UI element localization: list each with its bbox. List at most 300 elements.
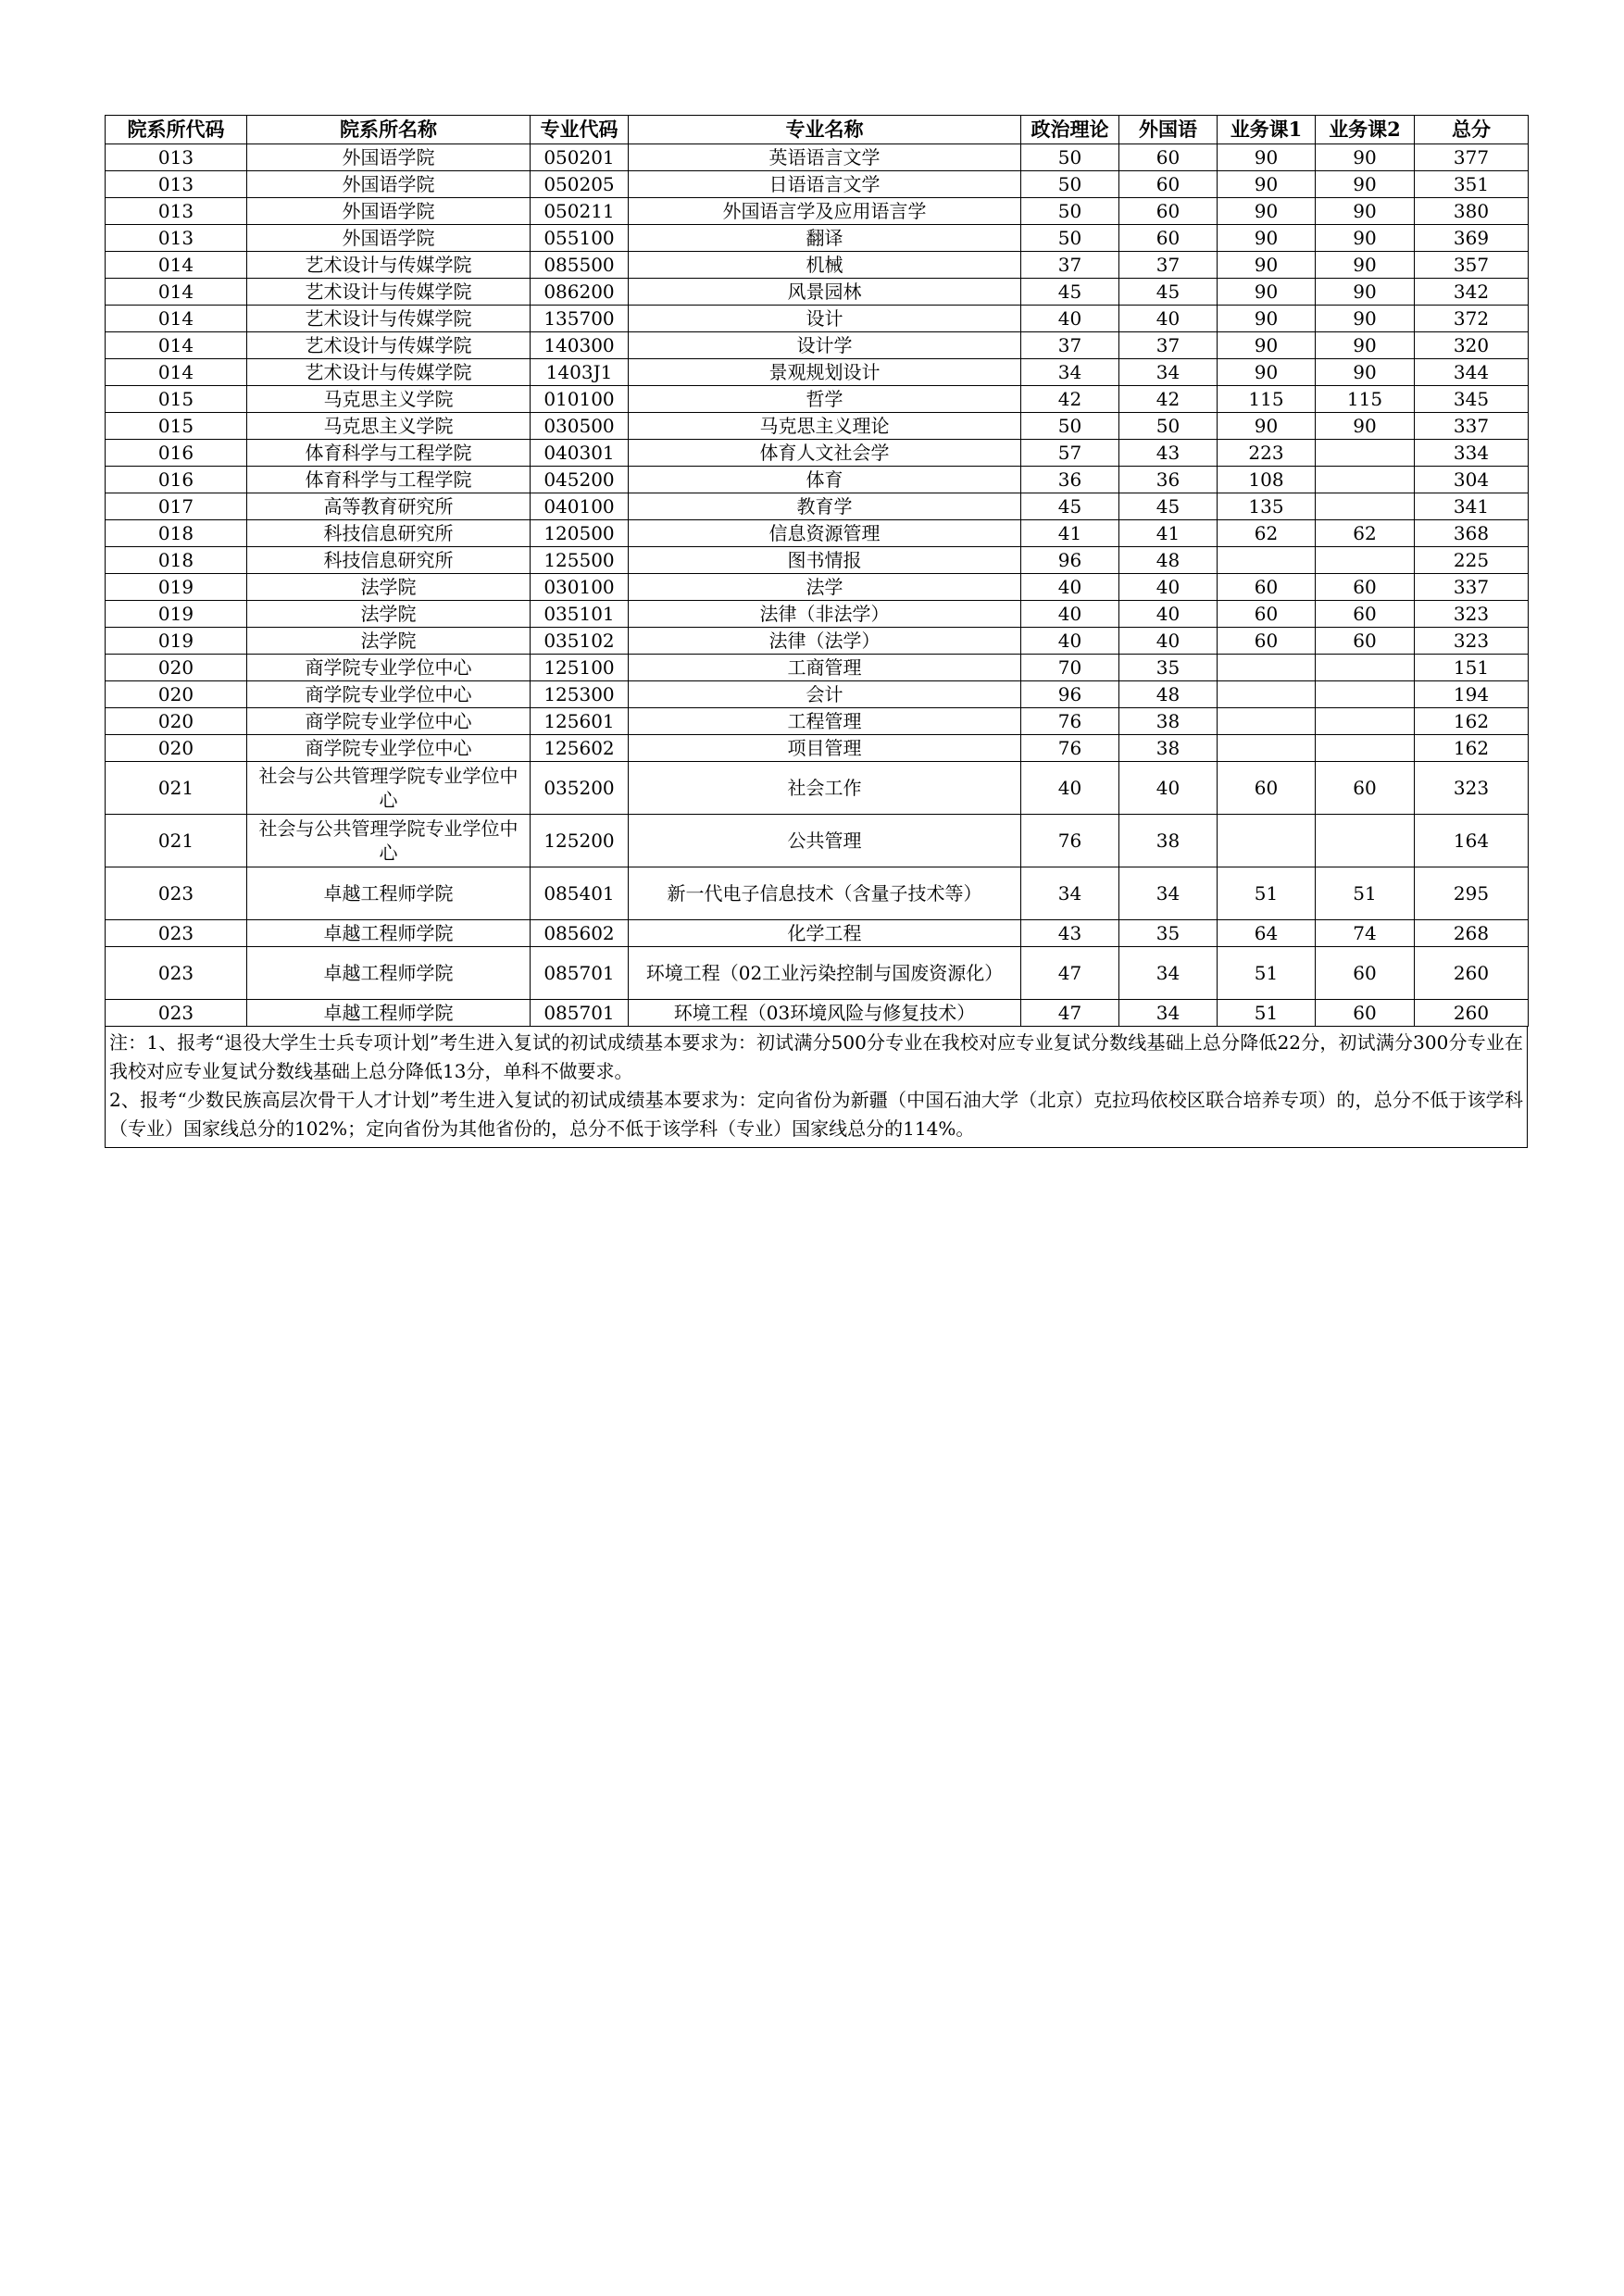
cell-total: 337 [1415, 574, 1529, 601]
cell-total: 151 [1415, 655, 1529, 681]
cell-foreign-language: 60 [1119, 198, 1218, 225]
cell-dept-code: 023 [106, 947, 247, 1000]
cell-major-name: 法律（非法学） [629, 601, 1021, 628]
cell-foreign-language: 35 [1119, 655, 1218, 681]
cell-major-name: 项目管理 [629, 735, 1021, 762]
cell-major-code: 035101 [531, 601, 629, 628]
cell-dept-code: 019 [106, 601, 247, 628]
cell-major-name: 环境工程（03环境风险与修复技术） [629, 1000, 1021, 1027]
cell-dept-code: 014 [106, 252, 247, 279]
cell-dept-name: 社会与公共管理学院专业学位中心 [247, 762, 531, 815]
cell-major-name: 法学 [629, 574, 1021, 601]
cell-course-1: 90 [1218, 144, 1316, 171]
cell-foreign-language: 45 [1119, 493, 1218, 520]
cell-major-name: 英语语言文学 [629, 144, 1021, 171]
cell-foreign-language: 60 [1119, 225, 1218, 252]
cell-course-2: 90 [1316, 279, 1415, 306]
cell-major-name: 日语语言文学 [629, 171, 1021, 198]
cell-dept-code: 015 [106, 413, 247, 440]
note-2: 2、报考“少数民族高层次骨干人才计划”考生进入复试的初试成绩基本要求为：定向省份为新疆（中国石油大学（北京）克拉玛依校区联合培养专项）的，总分不低于该学科（专业）国家线总分的102%；定向省份为其他省份的，总分不低于该学科（专业）国家线总分的114%。 [109, 1089, 1523, 1140]
cell-total: 162 [1415, 708, 1529, 735]
cell-course-1 [1218, 708, 1316, 735]
cell-foreign-language: 37 [1119, 332, 1218, 359]
table-row [106, 467, 1529, 493]
cell-course-2: 60 [1316, 628, 1415, 655]
cell-total: 342 [1415, 279, 1529, 306]
cell-total: 351 [1415, 171, 1529, 198]
cell-major-code: 125300 [531, 681, 629, 708]
cell-politics: 45 [1021, 493, 1119, 520]
cell-politics: 76 [1021, 735, 1119, 762]
cell-major-code: 085602 [531, 920, 629, 947]
col-header-foreign-language: 外国语 [1119, 116, 1218, 144]
cell-total: 323 [1415, 601, 1529, 628]
cell-major-code: 085500 [531, 252, 629, 279]
col-header-major-name: 专业名称 [629, 116, 1021, 144]
cell-politics: 40 [1021, 306, 1119, 332]
cell-foreign-language: 43 [1119, 440, 1218, 467]
cell-politics: 37 [1021, 252, 1119, 279]
cell-foreign-language: 38 [1119, 735, 1218, 762]
cell-politics: 41 [1021, 520, 1119, 547]
cell-course-1 [1218, 547, 1316, 574]
cell-politics: 47 [1021, 1000, 1119, 1027]
cell-dept-code: 013 [106, 198, 247, 225]
table-row [106, 198, 1529, 225]
cell-major-name: 马克思主义理论 [629, 413, 1021, 440]
cell-course-1: 90 [1218, 198, 1316, 225]
cell-dept-name: 高等教育研究所 [247, 493, 531, 520]
cell-politics: 36 [1021, 467, 1119, 493]
cell-course-1: 51 [1218, 1000, 1316, 1027]
table-row [106, 735, 1529, 762]
cell-foreign-language: 45 [1119, 279, 1218, 306]
cell-course-1 [1218, 681, 1316, 708]
cell-politics: 40 [1021, 574, 1119, 601]
cell-course-2: 62 [1316, 520, 1415, 547]
table-row [106, 413, 1529, 440]
cell-major-code: 135700 [531, 306, 629, 332]
cell-course-1: 90 [1218, 252, 1316, 279]
cell-major-code: 085701 [531, 1000, 629, 1027]
cell-foreign-language: 42 [1119, 386, 1218, 413]
table-row [106, 252, 1529, 279]
cell-dept-name: 艺术设计与传媒学院 [247, 332, 531, 359]
cell-dept-code: 019 [106, 628, 247, 655]
cell-dept-name: 艺术设计与传媒学院 [247, 279, 531, 306]
cell-course-2: 51 [1316, 867, 1415, 920]
cell-major-name: 风景园林 [629, 279, 1021, 306]
cell-major-name: 教育学 [629, 493, 1021, 520]
cell-dept-name: 卓越工程师学院 [247, 1000, 531, 1027]
cell-dept-name: 商学院专业学位中心 [247, 708, 531, 735]
cell-course-2 [1316, 440, 1415, 467]
cell-politics: 50 [1021, 144, 1119, 171]
cell-total: 162 [1415, 735, 1529, 762]
cell-dept-code: 014 [106, 306, 247, 332]
cell-dept-name: 马克思主义学院 [247, 386, 531, 413]
cell-course-1: 223 [1218, 440, 1316, 467]
cell-foreign-language: 34 [1119, 359, 1218, 386]
cell-course-1: 60 [1218, 762, 1316, 815]
cell-course-2 [1316, 655, 1415, 681]
cell-major-code: 010100 [531, 386, 629, 413]
cell-total: 377 [1415, 144, 1529, 171]
cell-dept-name: 法学院 [247, 601, 531, 628]
cell-dept-code: 020 [106, 655, 247, 681]
table-row [106, 867, 1529, 920]
cell-politics: 37 [1021, 332, 1119, 359]
cell-dept-name: 商学院专业学位中心 [247, 655, 531, 681]
cell-major-code: 085701 [531, 947, 629, 1000]
cell-politics: 50 [1021, 198, 1119, 225]
cell-total: 323 [1415, 628, 1529, 655]
cell-politics: 40 [1021, 601, 1119, 628]
cell-dept-code: 023 [106, 1000, 247, 1027]
cell-course-2: 60 [1316, 601, 1415, 628]
cell-major-code: 085401 [531, 867, 629, 920]
score-table-body [106, 144, 1529, 1027]
cell-total: 357 [1415, 252, 1529, 279]
cell-politics: 50 [1021, 171, 1119, 198]
table-row [106, 815, 1529, 867]
col-header-major-code: 专业代码 [531, 116, 629, 144]
cell-foreign-language: 48 [1119, 681, 1218, 708]
cell-course-2: 90 [1316, 225, 1415, 252]
cell-dept-code: 013 [106, 144, 247, 171]
cell-course-2 [1316, 815, 1415, 867]
table-row [106, 574, 1529, 601]
cell-course-1: 90 [1218, 279, 1316, 306]
table-row [106, 655, 1529, 681]
cell-dept-name: 法学院 [247, 628, 531, 655]
cell-course-1 [1218, 655, 1316, 681]
cell-foreign-language: 60 [1119, 171, 1218, 198]
cell-course-2: 90 [1316, 144, 1415, 171]
cell-dept-code: 020 [106, 681, 247, 708]
cell-dept-name: 法学院 [247, 574, 531, 601]
cell-major-code: 045200 [531, 467, 629, 493]
cell-course-2 [1316, 681, 1415, 708]
cell-major-code: 120500 [531, 520, 629, 547]
cell-course-2: 60 [1316, 574, 1415, 601]
cell-major-name: 新一代电子信息技术（含量子技术等） [629, 867, 1021, 920]
cell-major-name: 工商管理 [629, 655, 1021, 681]
cell-course-1: 90 [1218, 225, 1316, 252]
cell-foreign-language: 40 [1119, 306, 1218, 332]
cell-foreign-language: 40 [1119, 574, 1218, 601]
cell-course-2: 60 [1316, 1000, 1415, 1027]
table-row [106, 762, 1529, 815]
cell-major-code: 030100 [531, 574, 629, 601]
cell-course-1: 108 [1218, 467, 1316, 493]
cell-dept-name: 卓越工程师学院 [247, 947, 531, 1000]
cell-course-2: 90 [1316, 198, 1415, 225]
cell-major-code: 125100 [531, 655, 629, 681]
cell-course-2 [1316, 708, 1415, 735]
cell-total: 372 [1415, 306, 1529, 332]
cell-course-1: 51 [1218, 947, 1316, 1000]
cell-dept-code: 021 [106, 815, 247, 867]
cell-total: 341 [1415, 493, 1529, 520]
cell-major-name: 法律（法学） [629, 628, 1021, 655]
cell-course-1: 90 [1218, 171, 1316, 198]
cell-total: 320 [1415, 332, 1529, 359]
cell-dept-name: 艺术设计与传媒学院 [247, 359, 531, 386]
cell-politics: 47 [1021, 947, 1119, 1000]
cell-foreign-language: 35 [1119, 920, 1218, 947]
cell-politics: 40 [1021, 762, 1119, 815]
cell-foreign-language: 34 [1119, 1000, 1218, 1027]
cell-dept-code: 021 [106, 762, 247, 815]
cell-course-2: 90 [1316, 252, 1415, 279]
note-1: 注：1、报考“退役大学生士兵专项计划”考生进入复试的初试成绩基本要求为：初试满分500分专业在我校对应专业复试分数线基础上总分降低22分，初试满分300分专业在我校对应专业复试分数线基础上总分降低13分，单科不做要求。 [109, 1031, 1523, 1082]
cell-dept-code: 014 [106, 279, 247, 306]
cell-dept-name: 社会与公共管理学院专业学位中心 [247, 815, 531, 867]
cell-dept-name: 外国语学院 [247, 225, 531, 252]
cell-dept-code: 013 [106, 171, 247, 198]
cell-major-code: 040301 [531, 440, 629, 467]
table-row [106, 225, 1529, 252]
cell-total: 344 [1415, 359, 1529, 386]
cell-politics: 34 [1021, 359, 1119, 386]
cell-dept-name: 卓越工程师学院 [247, 867, 531, 920]
table-row [106, 386, 1529, 413]
cell-total: 194 [1415, 681, 1529, 708]
table-row [106, 493, 1529, 520]
cell-total: 164 [1415, 815, 1529, 867]
cell-major-name: 机械 [629, 252, 1021, 279]
table-row [106, 628, 1529, 655]
table-row [106, 547, 1529, 574]
table-row [106, 359, 1529, 386]
cell-course-2: 115 [1316, 386, 1415, 413]
cell-course-1: 90 [1218, 332, 1316, 359]
cell-major-name: 翻译 [629, 225, 1021, 252]
table-row [106, 920, 1529, 947]
table-row [106, 279, 1529, 306]
cell-total: 345 [1415, 386, 1529, 413]
cell-course-2: 60 [1316, 762, 1415, 815]
cell-dept-name: 科技信息研究所 [247, 520, 531, 547]
cell-total: 225 [1415, 547, 1529, 574]
col-header-dept-code: 院系所代码 [106, 116, 247, 144]
cell-major-name: 体育人文社会学 [629, 440, 1021, 467]
cell-course-1: 62 [1218, 520, 1316, 547]
cell-course-1 [1218, 735, 1316, 762]
table-row [106, 144, 1529, 171]
cell-politics: 40 [1021, 628, 1119, 655]
cell-major-name: 公共管理 [629, 815, 1021, 867]
cell-course-2: 90 [1316, 306, 1415, 332]
cell-total: 368 [1415, 520, 1529, 547]
cell-foreign-language: 38 [1119, 708, 1218, 735]
cell-total: 369 [1415, 225, 1529, 252]
cell-course-2: 90 [1316, 171, 1415, 198]
cell-major-code: 050205 [531, 171, 629, 198]
cell-course-2: 60 [1316, 947, 1415, 1000]
cell-course-2: 90 [1316, 332, 1415, 359]
cell-dept-name: 商学院专业学位中心 [247, 735, 531, 762]
cell-course-1: 60 [1218, 628, 1316, 655]
cell-major-name: 体育 [629, 467, 1021, 493]
cell-course-1: 90 [1218, 359, 1316, 386]
cell-politics: 42 [1021, 386, 1119, 413]
cell-major-code: 035102 [531, 628, 629, 655]
cell-major-name: 设计 [629, 306, 1021, 332]
cell-politics: 76 [1021, 815, 1119, 867]
col-header-course-2: 业务课2 [1316, 116, 1415, 144]
cell-dept-code: 023 [106, 920, 247, 947]
cell-dept-code: 020 [106, 708, 247, 735]
cell-dept-code: 014 [106, 359, 247, 386]
cell-foreign-language: 34 [1119, 867, 1218, 920]
cell-major-code: 1403J1 [531, 359, 629, 386]
col-header-politics: 政治理论 [1021, 116, 1119, 144]
score-table [105, 115, 1529, 1027]
table-row [106, 520, 1529, 547]
cell-major-code: 125602 [531, 735, 629, 762]
cell-total: 268 [1415, 920, 1529, 947]
col-header-dept-name: 院系所名称 [247, 116, 531, 144]
cell-total: 304 [1415, 467, 1529, 493]
cell-course-2: 90 [1316, 413, 1415, 440]
cell-major-code: 086200 [531, 279, 629, 306]
cell-total: 337 [1415, 413, 1529, 440]
cell-course-1: 51 [1218, 867, 1316, 920]
cell-politics: 50 [1021, 225, 1119, 252]
cell-dept-name: 外国语学院 [247, 198, 531, 225]
cell-dept-name: 外国语学院 [247, 171, 531, 198]
cell-total: 323 [1415, 762, 1529, 815]
cell-major-name: 化学工程 [629, 920, 1021, 947]
cell-major-name: 设计学 [629, 332, 1021, 359]
cell-course-2 [1316, 467, 1415, 493]
cell-foreign-language: 40 [1119, 601, 1218, 628]
cell-course-1: 135 [1218, 493, 1316, 520]
cell-foreign-language: 36 [1119, 467, 1218, 493]
cell-major-name: 景观规划设计 [629, 359, 1021, 386]
cell-course-1: 115 [1218, 386, 1316, 413]
cell-dept-name: 马克思主义学院 [247, 413, 531, 440]
cell-major-name: 工程管理 [629, 708, 1021, 735]
cell-foreign-language: 60 [1119, 144, 1218, 171]
cell-course-1: 90 [1218, 413, 1316, 440]
cell-foreign-language: 40 [1119, 762, 1218, 815]
cell-major-code: 055100 [531, 225, 629, 252]
cell-dept-code: 017 [106, 493, 247, 520]
cell-dept-name: 商学院专业学位中心 [247, 681, 531, 708]
cell-foreign-language: 37 [1119, 252, 1218, 279]
cell-politics: 96 [1021, 547, 1119, 574]
cell-major-code: 140300 [531, 332, 629, 359]
cell-dept-code: 019 [106, 574, 247, 601]
cell-dept-name: 艺术设计与传媒学院 [247, 252, 531, 279]
cell-politics: 45 [1021, 279, 1119, 306]
cell-dept-code: 018 [106, 520, 247, 547]
table-row [106, 306, 1529, 332]
cell-course-2: 74 [1316, 920, 1415, 947]
cell-dept-code: 023 [106, 867, 247, 920]
cell-major-name: 哲学 [629, 386, 1021, 413]
cell-foreign-language: 34 [1119, 947, 1218, 1000]
cell-dept-name: 体育科学与工程学院 [247, 440, 531, 467]
cell-dept-code: 020 [106, 735, 247, 762]
cell-foreign-language: 48 [1119, 547, 1218, 574]
table-row [106, 947, 1529, 1000]
cell-course-1: 60 [1218, 601, 1316, 628]
cell-course-2 [1316, 493, 1415, 520]
cell-dept-code: 018 [106, 547, 247, 574]
col-header-total: 总分 [1415, 116, 1529, 144]
cell-politics: 50 [1021, 413, 1119, 440]
cell-total: 380 [1415, 198, 1529, 225]
col-header-course-1: 业务课1 [1218, 116, 1316, 144]
cell-dept-name: 外国语学院 [247, 144, 531, 171]
cell-dept-code: 014 [106, 332, 247, 359]
cell-dept-name: 艺术设计与传媒学院 [247, 306, 531, 332]
cell-major-name: 会计 [629, 681, 1021, 708]
cell-politics: 43 [1021, 920, 1119, 947]
cell-foreign-language: 38 [1119, 815, 1218, 867]
cell-dept-name: 科技信息研究所 [247, 547, 531, 574]
cell-course-1: 90 [1218, 306, 1316, 332]
cell-foreign-language: 50 [1119, 413, 1218, 440]
cell-politics: 34 [1021, 867, 1119, 920]
cell-course-1: 64 [1218, 920, 1316, 947]
cell-major-code: 125200 [531, 815, 629, 867]
cell-course-2 [1316, 735, 1415, 762]
score-sheet [105, 115, 1528, 1148]
cell-major-name: 信息资源管理 [629, 520, 1021, 547]
table-header-row [106, 116, 1529, 144]
table-row [106, 440, 1529, 467]
cell-major-name: 社会工作 [629, 762, 1021, 815]
cell-dept-name: 体育科学与工程学院 [247, 467, 531, 493]
cell-dept-name: 卓越工程师学院 [247, 920, 531, 947]
table-row [106, 1000, 1529, 1027]
cell-course-2 [1316, 547, 1415, 574]
cell-course-1: 60 [1218, 574, 1316, 601]
cell-politics: 57 [1021, 440, 1119, 467]
cell-major-code: 030500 [531, 413, 629, 440]
cell-politics: 76 [1021, 708, 1119, 735]
table-row [106, 681, 1529, 708]
cell-dept-code: 016 [106, 467, 247, 493]
cell-major-code: 040100 [531, 493, 629, 520]
cell-total: 334 [1415, 440, 1529, 467]
cell-major-name: 环境工程（02工业污染控制与国废资源化） [629, 947, 1021, 1000]
table-row [106, 708, 1529, 735]
cell-foreign-language: 40 [1119, 628, 1218, 655]
cell-total: 260 [1415, 947, 1529, 1000]
cell-course-2: 90 [1316, 359, 1415, 386]
cell-major-code: 035200 [531, 762, 629, 815]
cell-major-code: 125601 [531, 708, 629, 735]
cell-total: 295 [1415, 867, 1529, 920]
table-row [106, 171, 1529, 198]
cell-dept-code: 013 [106, 225, 247, 252]
cell-politics: 96 [1021, 681, 1119, 708]
cell-major-name: 外国语言学及应用语言学 [629, 198, 1021, 225]
cell-dept-code: 016 [106, 440, 247, 467]
cell-dept-code: 015 [106, 386, 247, 413]
table-row [106, 332, 1529, 359]
cell-major-name: 图书情报 [629, 547, 1021, 574]
cell-foreign-language: 41 [1119, 520, 1218, 547]
table-row [106, 601, 1529, 628]
cell-course-1 [1218, 815, 1316, 867]
